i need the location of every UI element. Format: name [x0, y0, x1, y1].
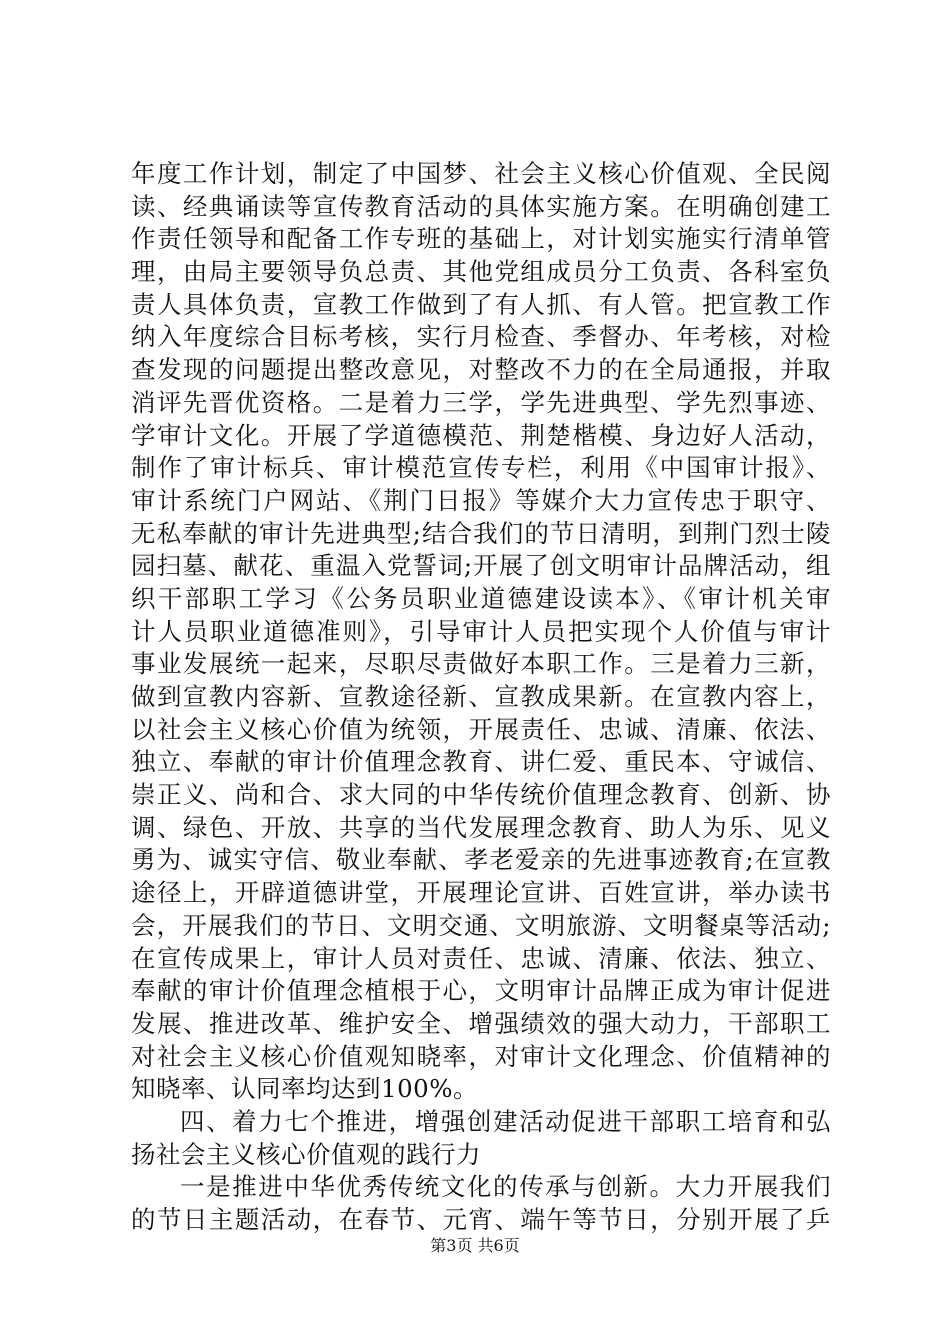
text-line: 四、着力七个推进，增强创建活动促进干部职工培育和弘	[180, 1106, 831, 1136]
text-line: 发展、推进改革、维护安全、增强绩效的强大动力，干部职工	[131, 1008, 831, 1038]
text-line: 调、绿色、开放、共享的当代发展理念教育、助人为乐、见义	[131, 812, 831, 842]
text-line: 织干部职工学习《公务员职业道德建设读本》、《审计机关审	[131, 583, 831, 613]
text-line: 在宣传成果上，审计人员对责任、忠诚、清廉、依法、独立、	[131, 943, 831, 973]
text-line: 理，由局主要领导负总责、其他党组成员分工负责、各科室负	[131, 257, 831, 287]
text-line: 知晓率、认同率均达到100%。	[131, 1074, 479, 1104]
text-line: 独立、奉献的审计价值理念教育、讲仁爱、重民本、守诚信、	[131, 747, 831, 777]
page-footer: 第3页 共6页	[430, 1236, 520, 1255]
text-line: 读、经典诵读等宣传教育活动的具体实施方案。在明确创建工	[131, 191, 831, 221]
text-line: 责人具体负责，宣教工作做到了有人抓、有人管。把宣教工作	[131, 289, 831, 319]
text-line: 作责任领导和配备工作专班的基础上，对计划实施实行清单管	[131, 224, 831, 254]
text-line: 制作了审计标兵、审计模范宣传专栏，利用《中国审计报》、	[131, 453, 831, 483]
text-line: 奉献的审计价值理念植根于心，文明审计品牌正成为审计促进	[131, 976, 831, 1006]
text-line: 会，开展我们的节日、文明交通、文明旅游、文明餐桌等活动;	[131, 910, 831, 940]
text-line: 消评先晋优资格。二是着力三学，学先进典型、学先烈事迹、	[131, 387, 831, 417]
text-line: 崇正义、尚和合、求大同的中华传统价值理念教育、创新、协	[131, 780, 831, 810]
text-line: 途径上，开辟道德讲堂，开展理论宣讲、百姓宣讲，举办读书	[131, 878, 831, 908]
text-line: 学审计文化。开展了学道德模范、荆楚楷模、身边好人活动，	[131, 420, 831, 450]
text-line: 事业发展统一起来，尽职尽责做好本职工作。三是着力三新，	[131, 649, 831, 679]
text-line: 年度工作计划，制定了中国梦、社会主义核心价值观、全民阅	[131, 159, 831, 188]
text-line: 审计系统门户网站、《荆门日报》等媒介大力宣传忠于职守、	[131, 485, 831, 515]
text-line: 的节日主题活动，在春节、元宵、端午等节日，分别开展了乒	[131, 1205, 831, 1234]
body-text	[131, 158, 831, 1237]
text-line: 以社会主义核心价值为统领，开展责任、忠诚、清廉、依法、	[131, 714, 831, 744]
text-line: 无私奉献的审计先进典型;结合我们的节日清明，到荆门烈士陵	[131, 518, 831, 548]
text-line: 做到宣教内容新、宣教途径新、宣教成果新。在宣教内容上，	[131, 682, 831, 711]
text-line: 查发现的问题提出整改意见，对整改不力的在全局通报，并取	[131, 355, 831, 385]
text-line: 勇为、诚实守信、敬业奉献、孝老爱亲的先进事迹教育;在宣教	[131, 845, 831, 875]
text-line: 一是推进中华优秀传统文化的传承与创新。大力开展我们	[180, 1172, 831, 1202]
text-line: 对社会主义核心价值观知晓率，对审计文化理念、价值精神的	[131, 1041, 831, 1071]
text-line: 园扫墓、献花、重温入党誓词;开展了创文明审计品牌活动，组	[131, 551, 831, 581]
text-line: 纳入年度综合目标考核，实行月检查、季督办、年考核，对检	[131, 322, 831, 352]
text-line: 计人员职业道德准则》，引导审计人员把实现个人价值与审计	[131, 616, 831, 646]
text-line: 扬社会主义核心价值观的践行力	[131, 1139, 481, 1169]
